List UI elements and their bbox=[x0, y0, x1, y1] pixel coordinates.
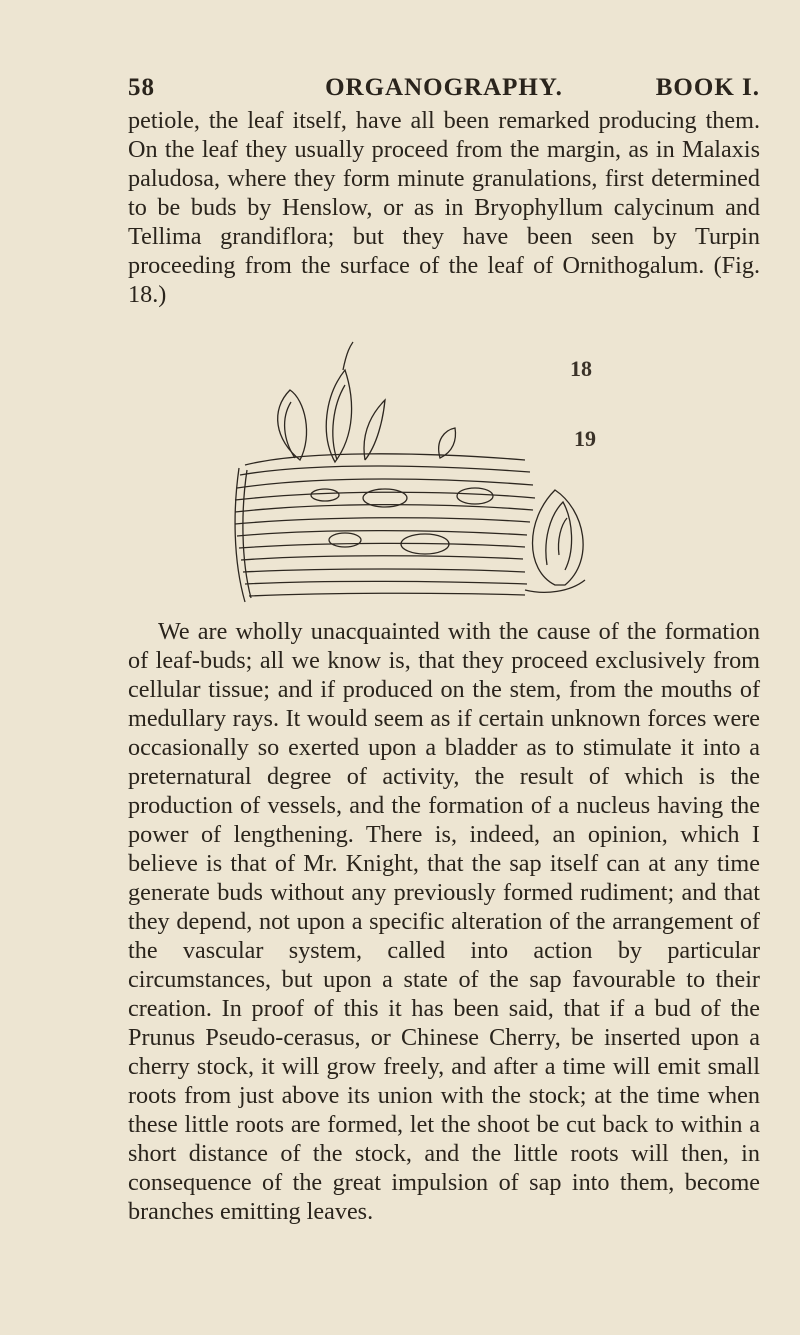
figure-label-18: 18 bbox=[570, 356, 592, 381]
paragraph-2: We are wholly unacquainted with the cause of the formation of leaf-buds; all we know is, that they proceed exclusively from cellular tissue; and if produced on the stem, from the mouths of medullary rays. It would seem as if certain unknown forces were occasionally so exerted upon a bladder as to stimulate it into a preternatural degree of activity, the result of which is the production of vessels, and the formation of a nucleus having the power of lengthening. There is, indeed, an opinion, which I believe is that of Mr. Knight, that the sap itself can at any time generate buds without any previously formed rudiment; and that they depend, not upon a specific alteration of the arrangement of the vascular system, called into action by particular circumstances, but upon a state of the sap favourable to their creation. In proof of this it has been said, that if a bud of the Prunus Pseudo-cerasus, or Chinese Cherry, be inserted upon a cherry stock, it will grow freely, and after a time will emit small roots from just above its union with the stock; at the time when these little roots are formed, let the shoot be cut back to within a short distance of the stock, and the little roots will then, in consequence of the great impulsion of sap into them, become branches emitting leaves. bbox=[128, 618, 760, 1225]
figure-leaf-buds bbox=[225, 340, 645, 610]
paragraph-1: petiole, the leaf itself, have all been remarked producing them. On the leaf they usually proceed from the margin, as in Malaxis paludosa, where they form minute granulations, first determined to be buds by Henslow, or as in Bryophyllum calycinum and Tellima grandiflora; but they have been seen by Turpin proceeding from the surface of the leaf of Ornithogalum. (Fig. 18.) bbox=[128, 107, 760, 308]
running-header bbox=[128, 74, 760, 108]
page-number: 58 bbox=[128, 74, 155, 101]
book-number: BOOK I. bbox=[655, 74, 760, 101]
running-title: ORGANOGRAPHY. bbox=[325, 74, 563, 101]
figure-label-19: 19 bbox=[574, 426, 596, 451]
